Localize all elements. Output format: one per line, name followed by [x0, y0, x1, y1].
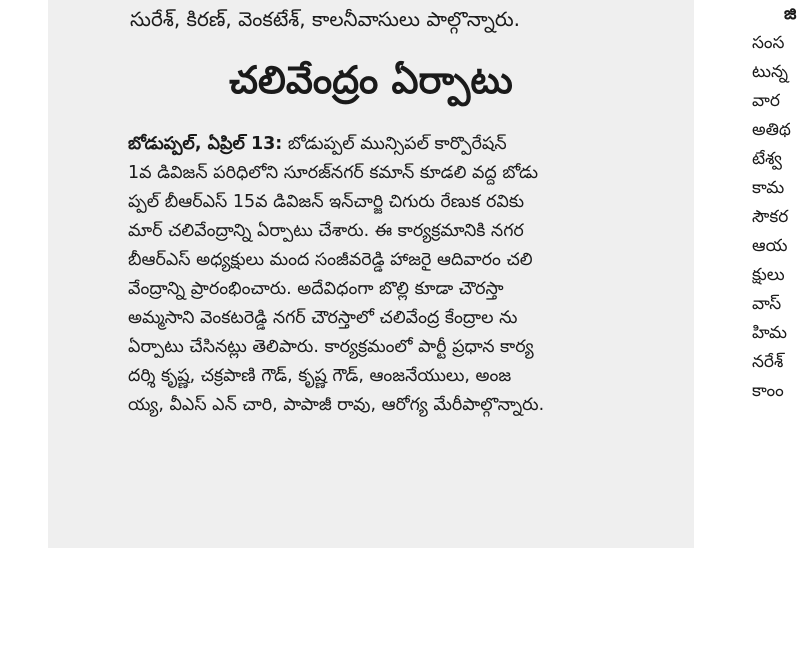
previous-article-snippet: సురేశ్‌, కిరణ్‌, వెంకటేశ్‌, కాలనీవాసులు పాల్గొన్నారు. — [130, 7, 520, 31]
side-line: టేశ్వ — [752, 149, 782, 169]
side-line: క్షులు — [752, 265, 785, 285]
side-line: టున్న — [752, 62, 788, 82]
article-line: బోడుప్పల్‌, ఏప్రిల్‌ 13: బోడుప్పల్‌ మున్సిపల్‌ కార్పొరేషన్‌ — [128, 134, 507, 154]
adjacent-column-fragment — [752, 0, 800, 560]
article-body — [128, 130, 734, 420]
side-line: నరేశ్‌ — [752, 352, 784, 372]
side-line: జి — [784, 4, 797, 24]
article-line: 1వ డివిజన్‌ పరిధిలోని సూరజ్‌నగర్‌ కమాన్‌ కూడలి వద్ద బోడు — [128, 163, 538, 183]
side-line: వార — [752, 91, 780, 111]
article-line: ఏర్పాటు చేసినట్లు తెలిపారు. కార్యక్రమంలో పార్టీ ప్రధాన కార్య — [128, 337, 534, 357]
article-line: ప్పల్‌ బీఆర్‌ఎస్‌ 15వ డివిజన్‌ ఇన్‌చార్జి చిగురు రేణుక రవికు — [128, 192, 525, 212]
article-headline: చలివేంద్రం ఏర్పాటు — [229, 58, 513, 102]
article-line: బీఆర్‌ఎస్‌ అధ్యక్షులు మంద సంజీవరెడ్డి హాజరై ఆదివారం చలి — [128, 250, 533, 270]
article-line: దర్శి కృష్ణ, చక్రపాణి గౌడ్‌, కృష్ణ గౌడ్‌, ఆంజనేయులు, అంజ — [128, 366, 512, 386]
side-line: సౌకర — [752, 207, 789, 227]
side-line: వాస్ — [752, 294, 782, 314]
dateline: బోడుప్పల్‌, ఏప్రిల్‌ 13: — [128, 134, 283, 154]
article-line: య్య, వీఎస్‌ ఎన్‌ చారి, పాపాజీ రావు, ఆరోగ్య మేరీపాల్గొన్నారు. — [128, 395, 545, 415]
side-line: కాంం — [752, 381, 784, 401]
article-line: వేంద్రాన్ని ప్రారంభించారు. అదేవిధంగా బొల్లి కూడా చౌరస్తా — [128, 279, 504, 299]
article-panel — [48, 0, 694, 548]
side-line: హిమ — [752, 323, 788, 343]
side-line: కామ — [752, 178, 785, 198]
article-line: అమ్మసాని వెంకటరెడ్డి నగర్‌ చౌరస్తాలో చలివేంద్ర కేంద్రాల ను — [128, 308, 518, 328]
side-line: సంస — [752, 33, 785, 53]
side-line: ఆయ — [752, 236, 788, 256]
side-line: అతిథ — [752, 120, 791, 140]
article-line: మార్‌ చలివేంద్రాన్ని ఏర్పాటు చేశారు. ఈ కార్యక్రమానికి నగర — [128, 221, 524, 241]
